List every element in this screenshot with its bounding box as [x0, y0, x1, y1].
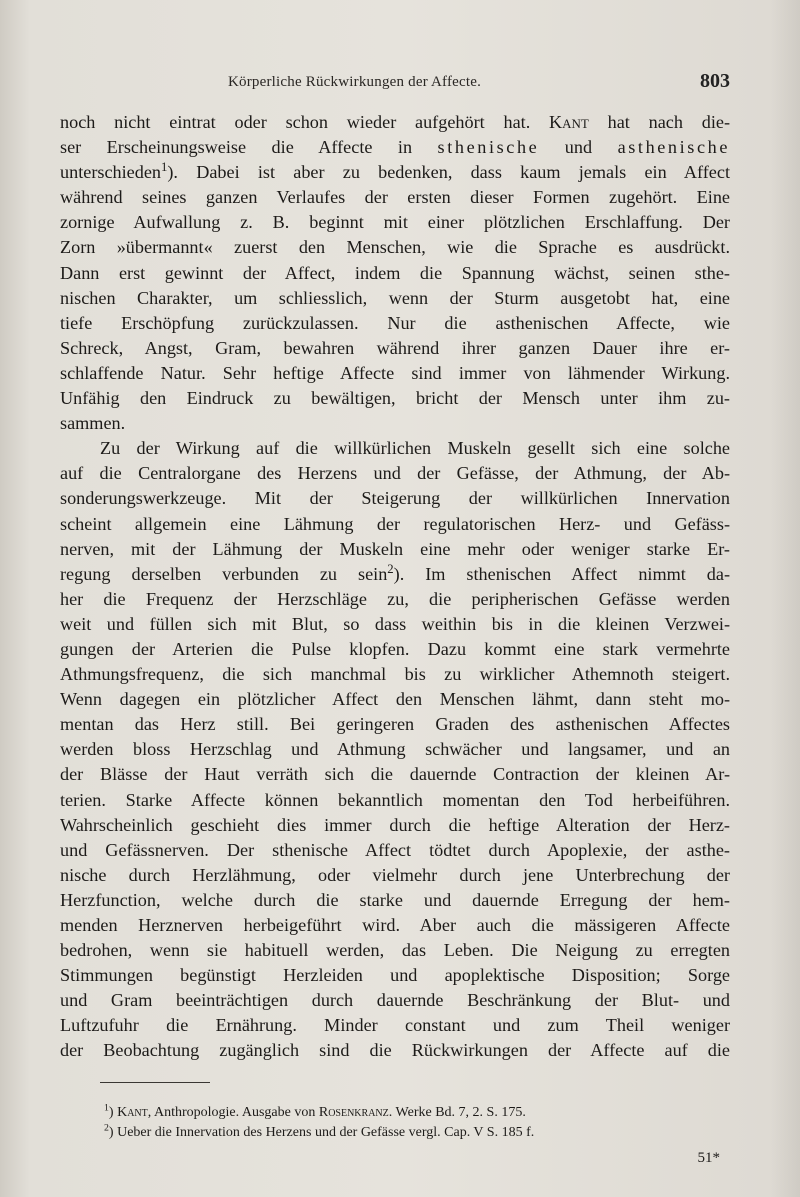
text-segment: Athmungsfrequenz, die sich manchmal bis zu wirklicher Athemnoth steigert. — [60, 664, 730, 685]
text-segment: nischen Charakter, um schliesslich, wenn der Sturm ausgetobt hat, eine — [60, 287, 730, 308]
running-title: Körperliche Rückwirkungen der Affecte. — [228, 74, 482, 90]
text-line — [60, 737, 730, 762]
footnote — [104, 1103, 724, 1123]
text-segment: regung derselben verbunden zu sein — [60, 563, 388, 584]
text-segment: bedrohen, wenn sie habituell werden, das Leben. Die Neigung zu erregten — [60, 940, 730, 961]
text-segment: gungen der Arterien die Pulse klopfen. Dazu kommt eine stark vermehrte — [60, 638, 730, 659]
text-segment: Luftzufuhr die Ernährung. Minder constant und zum Theil weniger — [60, 1015, 730, 1036]
text-segment: Herzfunction, welche durch die starke und dauernde Erregung der hem- — [60, 889, 730, 910]
footnote-paren: ) — [108, 1125, 118, 1140]
text-segment: während seines ganzen Verlaufes der ersten dieser Formen zugehört. Eine — [60, 187, 730, 208]
text-line — [60, 1013, 730, 1038]
text-segment: Ueber die Innervation des Herzens und der Gefässe vergl. Cap. V S. 185 f. — [117, 1125, 535, 1140]
text-segment: Unfähig den Eindruck zu bewältigen, bricht der Mensch unter ihm zu- — [60, 388, 730, 409]
text-line — [60, 988, 730, 1013]
text-line — [60, 336, 730, 361]
text-segment: unterschieden — [60, 162, 161, 183]
page-number: 803 — [700, 70, 730, 92]
body-text — [60, 110, 730, 1064]
text-line — [60, 788, 730, 813]
text-segment: der Beobachtung zugänglich sind die Rückwirkungen der Affecte auf die — [60, 1040, 730, 1061]
text-line — [60, 436, 730, 461]
text-segment: nische durch Herzlähmung, oder vielmehr durch jene Unterbrechung der — [60, 864, 730, 885]
text-line — [60, 938, 730, 963]
text-line — [60, 135, 730, 160]
text-line — [60, 838, 730, 863]
text-segment: sonderungswerkzeuge. Mit der Steigerung der willkürlichen Innervation — [60, 488, 730, 509]
footnote-marker: 1 — [161, 160, 168, 175]
text-line — [60, 963, 730, 988]
text-line — [60, 562, 730, 587]
text-line — [60, 712, 730, 737]
text-line — [60, 687, 730, 712]
text-segment: menden Herznerven herbeigeführt wird. Aber auch die mässigeren Affecte — [60, 915, 730, 935]
text-line — [60, 110, 730, 135]
printer-signature: 51* — [697, 1150, 720, 1166]
text-line — [60, 411, 730, 436]
text-segment: sthenische — [437, 137, 540, 158]
text-line — [60, 512, 730, 537]
footnote — [104, 1123, 724, 1143]
text-line — [60, 160, 730, 185]
text-segment: Stimmungen begünstigt Herzleiden und apoplektische Disposition; Sorge — [60, 965, 730, 986]
text-line — [60, 486, 730, 511]
text-segment: scheint allgemein eine Lähmung der regulatorischen Herz- und Gefäss- — [60, 513, 730, 534]
footnote-rule — [100, 1082, 210, 1083]
page-header — [58, 70, 730, 100]
text-line — [60, 537, 730, 562]
text-segment: noch nicht eintrat oder schon wieder aufgehört hat. — [60, 112, 550, 132]
text-segment: schlaffende Natur. Sehr heftige Affecte sind immer von lähmender Wirkung. — [60, 362, 730, 383]
text-segment: ). Dabei ist aber zu bedenken, dass kaum jemals ein Affect — [167, 162, 730, 183]
text-line — [60, 913, 730, 938]
text-segment: Zorn »übermannt« zuerst den Menschen, wie die Sprache es ausdrückt. — [60, 237, 730, 258]
text-segment: Schreck, Angst, Gram, bewahren während ihrer ganzen Dauer ihre er- — [60, 337, 730, 358]
text-line — [60, 461, 730, 486]
text-line — [60, 185, 730, 210]
text-line — [60, 662, 730, 687]
text-line — [60, 637, 730, 662]
text-line — [60, 1038, 730, 1063]
text-line — [60, 261, 730, 286]
text-segment: der Blässe der Haut verräth sich die dauernde Contraction der kleinen Ar- — [60, 764, 730, 785]
text-line — [60, 235, 730, 260]
text-segment: und — [539, 137, 618, 158]
text-segment: , Anthropologie. Ausgabe von — [147, 1105, 319, 1120]
text-line — [60, 762, 730, 787]
text-segment: sammen. — [60, 413, 126, 434]
text-segment: Wenn dagegen ein plötzlicher Affect den Menschen lähmt, dann steht mo- — [60, 689, 730, 710]
text-segment: auf die Centralorgane des Herzens und der Gefässe, der Athmung, der Ab- — [60, 463, 730, 484]
text-segment: Wahrscheinlich geschieht dies immer durch die heftige Alteration der Herz- — [60, 814, 730, 835]
text-line — [60, 587, 730, 612]
text-line — [60, 210, 730, 235]
text-line — [60, 286, 730, 311]
text-segment: Rosenkranz — [318, 1105, 389, 1120]
text-segment: Kant — [549, 112, 589, 132]
text-segment: Dann erst gewinnt der Affect, indem die Spannung wächst, seinen sthe- — [60, 262, 730, 283]
footnote-number: 2 — [104, 1122, 109, 1134]
text-line — [60, 863, 730, 888]
text-segment: asthenische — [617, 137, 730, 158]
text-line — [60, 813, 730, 838]
text-segment: und Gram beeinträchtigen durch dauernde Beschränkung der Blut- und — [60, 990, 730, 1011]
text-segment: Kant — [117, 1105, 148, 1120]
footnote-number: 1 — [104, 1102, 109, 1114]
text-segment: werden bloss Herzschlag und Athmung schwächer und langsamer, und an — [60, 739, 730, 760]
footnote-paren: ) — [108, 1105, 118, 1120]
text-segment: tiefe Erschöpfung zurückzulassen. Nur die asthenischen Affecte, wie — [60, 312, 730, 333]
text-segment: und Gefässnerven. Der sthenische Affect tödtet durch Apoplexie, der asthe- — [60, 839, 730, 860]
text-line — [60, 612, 730, 637]
text-segment: ser Erscheinungsweise die Affecte in — [60, 137, 438, 158]
text-line — [60, 386, 730, 411]
text-segment: nerven, mit der Lähmung der Muskeln eine mehr oder weniger starke Er- — [60, 538, 730, 559]
text-segment: ). Im sthenischen Affect nimmt da- — [393, 563, 730, 584]
text-segment: zornige Aufwallung z. B. beginnt mit einer plötzlichen Erschlaffung. Der — [60, 212, 730, 233]
text-segment: terien. Starke Affecte können bekanntlich momentan den Tod herbeiführen. — [60, 789, 730, 810]
text-segment: mentan das Herz still. Bei geringeren Graden des asthenischen Affectes — [60, 714, 730, 735]
text-line — [60, 361, 730, 386]
text-segment: Zu der Wirkung auf die willkürlichen Muskeln gesellt sich eine solche — [100, 438, 730, 459]
footnote-marker: 2 — [387, 561, 394, 576]
text-segment: her die Frequenz der Herzschläge zu, die peripherischen Gefässe werden — [60, 588, 730, 609]
text-segment: . Werke Bd. 7, 2. S. 175. — [388, 1105, 526, 1120]
text-segment: hat nach die- — [588, 112, 731, 132]
text-line — [60, 311, 730, 336]
text-line — [60, 888, 730, 913]
footnotes — [104, 1103, 724, 1143]
text-segment: weit und füllen sich mit Blut, so dass weithin bis in die kleinen Verzwei- — [60, 613, 730, 634]
